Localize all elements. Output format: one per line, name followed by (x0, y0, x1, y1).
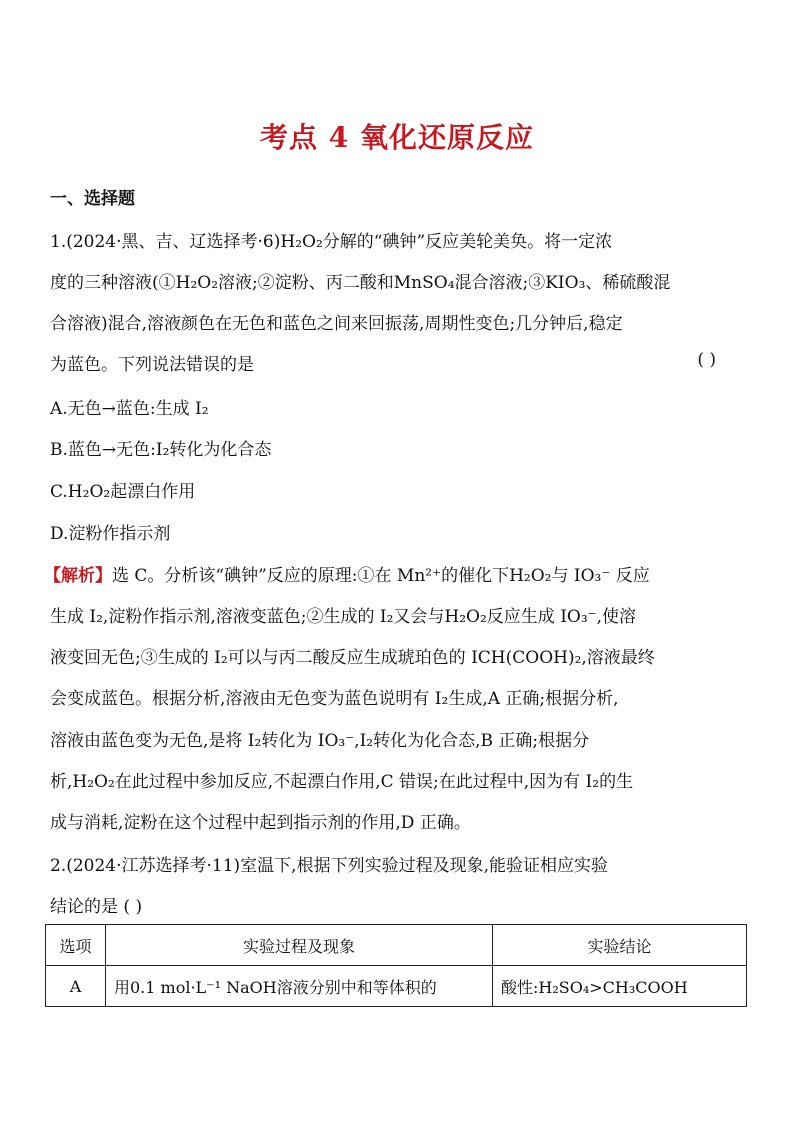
option-d: D.淀粉作指示剂 (50, 524, 171, 544)
analysis-line-5: 溶液由蓝色变为无色,是将 I₂转化为 IO₃⁻,I₂转化为化合态,B 正确;根据分 (50, 731, 590, 751)
analysis-line-4: 会变成蓝色。根据分析,溶液由无色变为蓝色说明有 I₂生成,A 正确;根据分析, (50, 689, 619, 709)
analysis-line-3: 液变回无色;③生成的 I₂可以与丙二酸反应生成琥珀色的 ICH(COOH)₂,溶液最终 (50, 648, 655, 668)
cell-process: 用0.1 mol·L⁻¹ NaOH溶液分别中和等体积的 (106, 966, 493, 1007)
answer-parens: ( ) (697, 350, 716, 370)
analysis-line-7: 成与消耗,淀粉在这个过程中起到指示剂的作用,D 正确。 (50, 813, 471, 833)
q2-line-2: 结论的是 ( ) (50, 897, 143, 917)
section-heading: 一、选择题 (50, 189, 135, 209)
table-row (46, 966, 747, 1007)
analysis-text-1: 选 C。分析该“碘钟”反应的原理:①在 Mn²⁺的催化下H₂O₂与 IO₃⁻ 反应 (112, 566, 650, 586)
analysis-line-1 (44, 561, 650, 586)
analysis-line-6: 析,H₂O₂在此过程中参加反应,不起漂白作用,C 错误;在此过程中,因为有 I₂的生 (50, 772, 634, 792)
analysis-line-2: 生成 I₂,淀粉作指示剂,溶液变蓝色;②生成的 I₂又会与H₂O₂反应生成 IO₃⁻,使溶 (50, 607, 637, 627)
q2-line-1: 2.(2024·江苏选择考·11)室温下,根据下列实验过程及现象,能验证相应实验 (50, 856, 608, 876)
table-header-row (46, 925, 747, 966)
q1-line-2: 度的三种溶液(①H₂O₂溶液;②淀粉、丙二酸和MnSO₄混合溶液;③KIO₃、稀硫酸混 (50, 273, 671, 293)
analysis-tag: 【解析】 (44, 566, 112, 586)
cell-conclusion: 酸性:H₂SO₄>CH₃COOH (493, 966, 747, 1007)
cell-option: A (46, 966, 106, 1007)
option-a: A.无色→蓝色:生成 I₂ (50, 399, 209, 419)
q1-line-1: 1.(2024·黑、吉、辽选择考·6)H₂O₂分解的“碘钟”反应美轮美奂。将一定浓 (50, 232, 613, 252)
page-title: 考点 4 氧化还原反应 (260, 121, 534, 154)
option-c: C.H₂O₂起漂白作用 (50, 482, 196, 502)
option-b: B.蓝色→无色:I₂转化为化合态 (50, 440, 272, 460)
q1-line-3: 合溶液)混合,溶液颜色在无色和蓝色之间来回振荡,周期性变色;几分钟后,稳定 (50, 314, 623, 334)
header-conclusion: 实验结论 (493, 925, 747, 966)
header-option: 选项 (46, 925, 106, 966)
experiment-table (45, 924, 747, 1007)
q1-line-4: 为蓝色。下列说法错误的是 (50, 355, 254, 375)
header-process: 实验过程及现象 (106, 925, 493, 966)
